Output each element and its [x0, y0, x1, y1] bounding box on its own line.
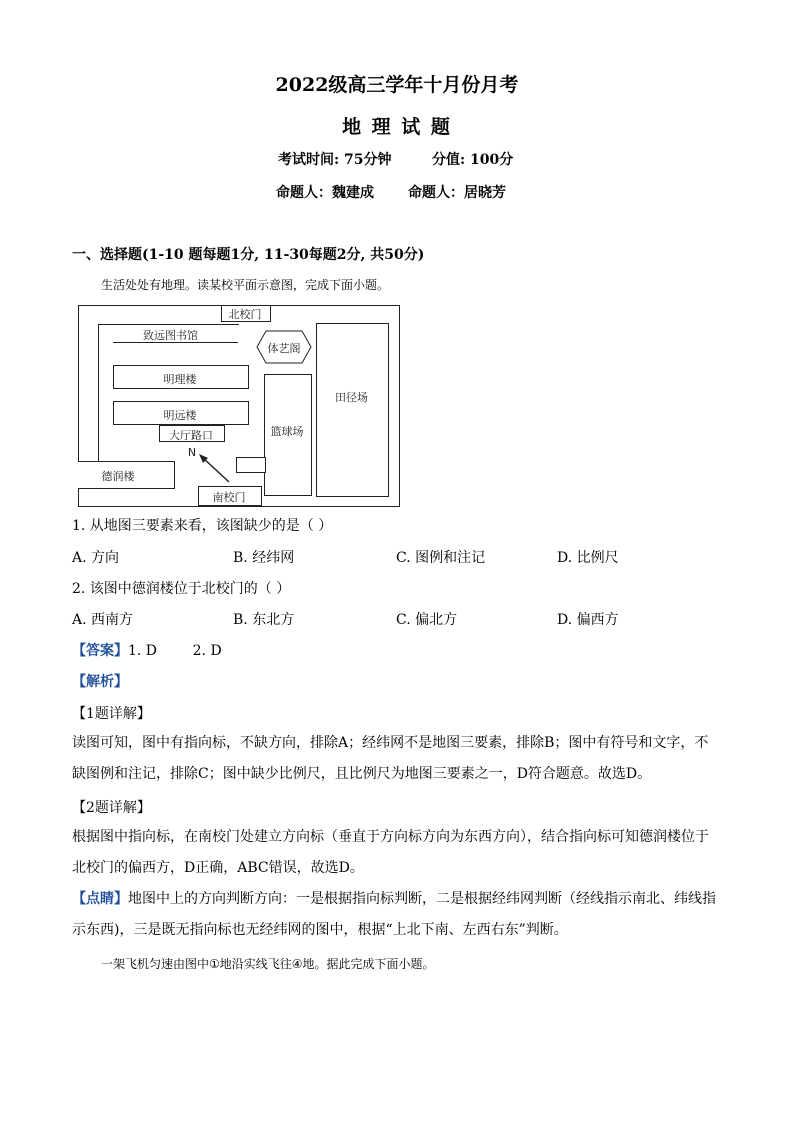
tip-text: 地图中上的方向判断方向：一是根据指向标判断，二是根据经纬网判断（经线指示南北、纬线指示东西)，三是既无指向标也无经纬网的图中，根据“上北下南、左西右东”判断。	[72, 891, 716, 938]
hall-label: 大厅路口	[169, 429, 213, 442]
answer-tag: 【答案】	[72, 643, 128, 659]
setter-2: 命题人：居晓芳	[408, 185, 506, 201]
track-label: 田径场	[335, 391, 368, 404]
detail-2-title: 【2题详解】	[72, 800, 151, 816]
north-gate-label: 北校门	[228, 308, 262, 321]
north-arrow-icon	[196, 451, 232, 489]
q1-option-c[interactable]: C. 图例和注记	[396, 550, 486, 566]
q1-option-b[interactable]: B. 经纬网	[233, 550, 295, 566]
answer-line	[72, 640, 222, 660]
setter-1: 命题人：魏建成	[276, 185, 374, 201]
score-info: 分值: 100分	[432, 152, 514, 168]
q2-option-d[interactable]: D. 偏西方	[557, 612, 619, 628]
arts-label: 体艺阁	[267, 342, 301, 355]
mingyuan-label: 明远楼	[163, 409, 197, 422]
north-arrow-label: N	[187, 446, 197, 459]
exam-subtitle: 地 理 试 题	[342, 116, 452, 138]
mingli-label: 明理楼	[163, 373, 197, 386]
campus-map	[78, 305, 400, 507]
next-section-intro: 一架飞机匀速由图中①地沿实线飞往④地。据此完成下面小题。	[101, 957, 435, 971]
detail-2-text: 根据图中指向标，在南校门处建立方向标（垂直于方向标方向为东西方向），结合指向标可知德润楼位于北校门的偏西方，D正确，ABC错误，故选D。	[72, 829, 709, 876]
detail-1-title: 【1题详解】	[72, 706, 151, 722]
tip-tag: 【点睛】	[72, 891, 128, 907]
small-building-box	[236, 457, 266, 473]
q2-option-b[interactable]: B. 东北方	[233, 612, 295, 628]
q1-option-d[interactable]: D. 比例尺	[557, 550, 619, 566]
basketball-label: 篮球场	[270, 425, 304, 438]
question-1-stem: 1. 从地图三要素来看，该图缺少的是（ ）	[72, 518, 333, 534]
analysis-tag: 【解析】	[72, 674, 128, 690]
exam-title: 2022级高三学年十月份月考	[275, 74, 519, 96]
tip-paragraph	[72, 884, 722, 946]
time-info: 考试时间: 75分钟	[278, 152, 392, 168]
south-gate-label: 南校门	[212, 491, 246, 504]
question-2-stem: 2. 该图中德润楼位于北校门的（ ）	[72, 581, 291, 597]
section-heading: 一、选择题(1-10 题每题1分, 11-30每题2分, 共50分)	[72, 247, 425, 263]
answer-text: 1. D 2. D	[128, 643, 222, 659]
section-intro: 生活处处有地理。读某校平面示意图，完成下面小题。	[101, 278, 390, 292]
library-label: 致远图书馆	[143, 329, 198, 342]
q1-option-a[interactable]: A. 方向	[72, 550, 120, 566]
q2-option-c[interactable]: C. 偏北方	[396, 612, 458, 628]
derun-label: 德润楼	[101, 470, 135, 483]
detail-1-text: 读图可知，图中有指向标，不缺方向，排除A；经纬网不是地图三要素，排除B；图中有符号和文字，不缺图例和注记，排除C；图中缺少比例尺，且比例尺为地图三要素之一，D符合题意。故选D。	[72, 735, 709, 782]
track-box	[316, 323, 389, 497]
q2-option-a[interactable]: A. 西南方	[72, 612, 134, 628]
